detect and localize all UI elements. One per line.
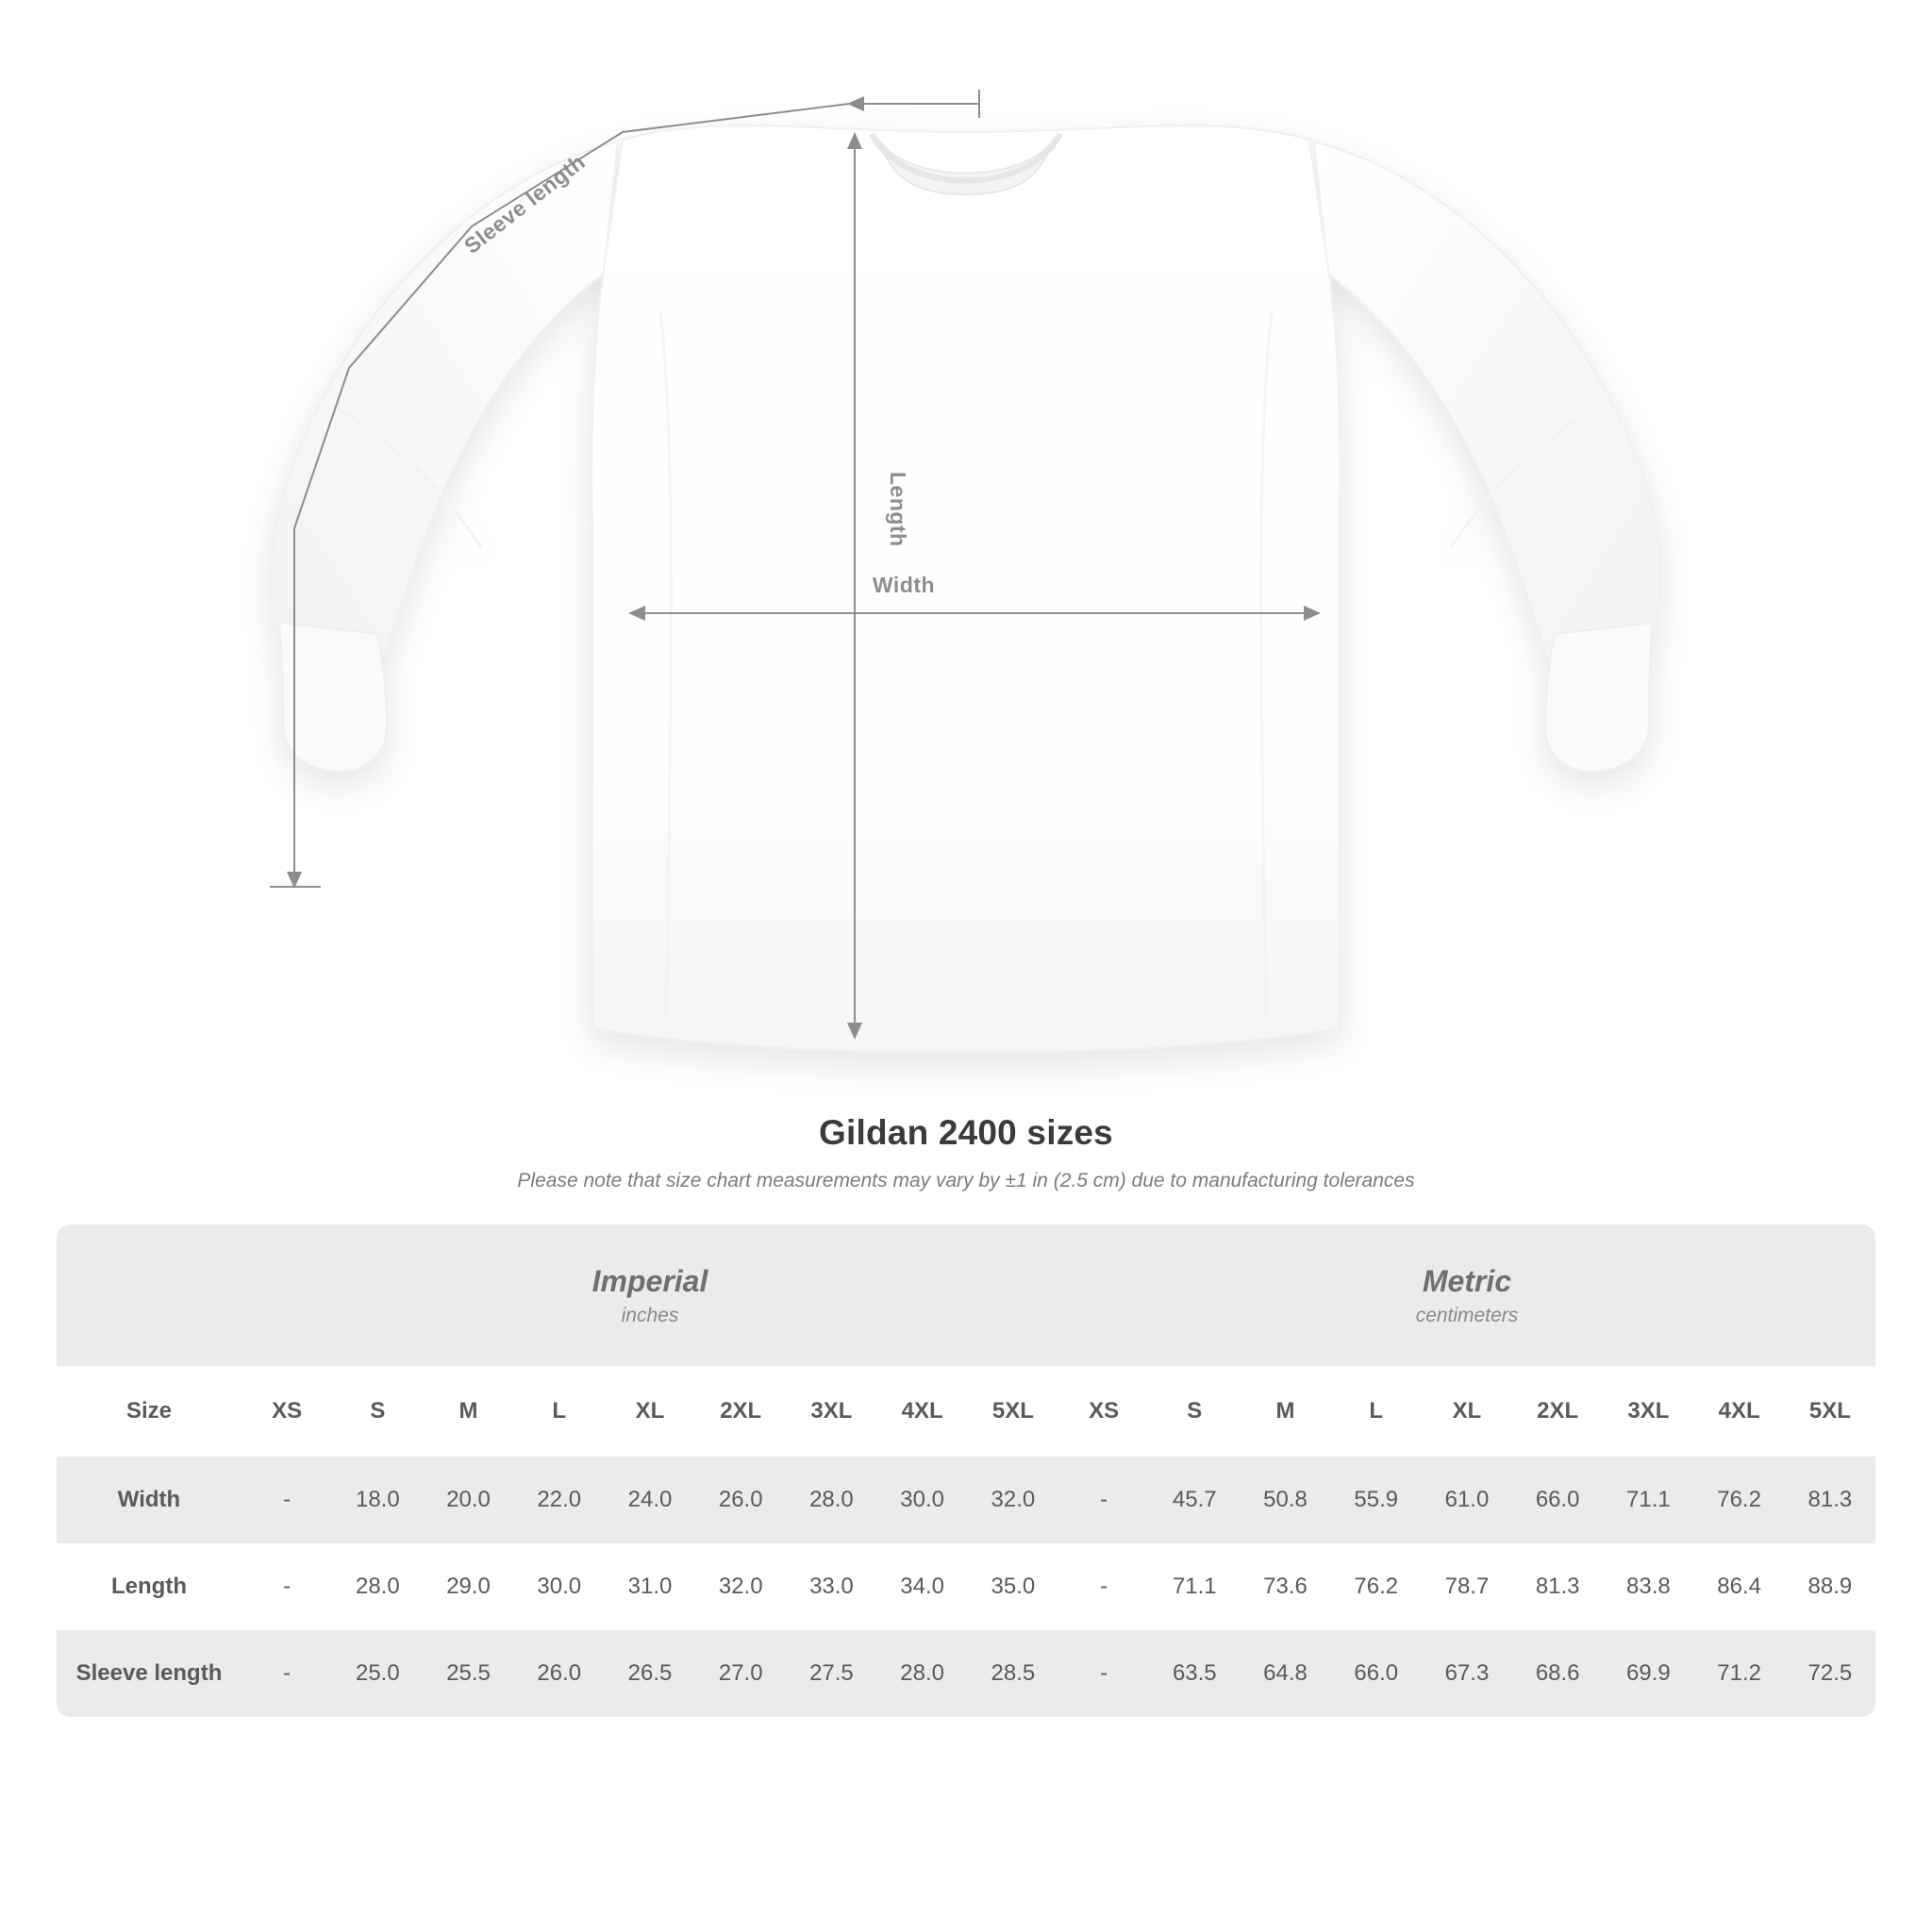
size-header-imperial-2xl: 2XL: [695, 1366, 786, 1457]
cell-width-metric-m: 50.8: [1240, 1457, 1330, 1543]
size-header-metric-xs: XS: [1058, 1366, 1149, 1457]
unit-header-row: [57, 1224, 1875, 1366]
unit-imperial: [242, 1224, 1058, 1366]
cell-sleeve-metric-5xl: 72.5: [1785, 1630, 1875, 1717]
cell-sleeve-imperial-s: 25.0: [332, 1630, 423, 1717]
cell-sleeve-imperial-3xl: 27.5: [786, 1630, 876, 1717]
size-header-imperial-m: M: [423, 1366, 513, 1457]
cell-width-metric-5xl: 81.3: [1785, 1457, 1875, 1543]
cell-sleeve-imperial-l: 26.0: [514, 1630, 605, 1717]
size-header-imperial-5xl: 5XL: [968, 1366, 1058, 1457]
row-label-sleeve-length: Sleeve length: [57, 1630, 242, 1717]
cell-width-imperial-m: 20.0: [423, 1457, 513, 1543]
size-header-imperial-xl: XL: [605, 1366, 695, 1457]
unit-metric: [1058, 1224, 1875, 1366]
cell-width-metric-2xl: 66.0: [1512, 1457, 1603, 1543]
size-header-label: Size: [57, 1366, 242, 1457]
cell-length-metric-2xl: 81.3: [1512, 1543, 1603, 1630]
size-header-metric-4xl: 4XL: [1694, 1366, 1785, 1457]
cell-sleeve-metric-l: 66.0: [1331, 1630, 1422, 1717]
sleeve-length-label: Sleeve length: [459, 149, 591, 258]
unit-row-spacer: [57, 1224, 242, 1366]
cell-length-metric-m: 73.6: [1240, 1543, 1330, 1630]
cell-width-imperial-xs: -: [242, 1457, 332, 1543]
cell-sleeve-metric-2xl: 68.6: [1512, 1630, 1603, 1717]
cell-length-metric-4xl: 86.4: [1694, 1543, 1785, 1630]
cell-length-metric-5xl: 88.9: [1785, 1543, 1875, 1630]
size-header-metric-m: M: [1240, 1366, 1330, 1457]
size-header-metric-3xl: 3XL: [1603, 1366, 1693, 1457]
cell-length-metric-s: 71.1: [1149, 1543, 1240, 1630]
cell-length-imperial-l: 30.0: [514, 1543, 605, 1630]
shirt-graphic: [272, 125, 1660, 1053]
unit-metric-name: Metric: [1422, 1263, 1512, 1298]
cell-sleeve-imperial-4xl: 28.0: [877, 1630, 968, 1717]
cell-width-metric-4xl: 76.2: [1694, 1457, 1785, 1543]
cell-length-metric-xl: 78.7: [1422, 1543, 1512, 1630]
cell-length-imperial-m: 29.0: [423, 1543, 513, 1630]
cell-width-imperial-2xl: 26.0: [695, 1457, 786, 1543]
size-table: [57, 1224, 1875, 1717]
size-header-imperial-s: S: [332, 1366, 423, 1457]
cell-width-imperial-l: 22.0: [514, 1457, 605, 1543]
size-table-container: [57, 1224, 1875, 1717]
cell-width-metric-s: 45.7: [1149, 1457, 1240, 1543]
cell-sleeve-imperial-xs: -: [242, 1630, 332, 1717]
unit-imperial-sub: inches: [621, 1305, 679, 1327]
cell-width-imperial-s: 18.0: [332, 1457, 423, 1543]
cell-sleeve-imperial-2xl: 27.0: [695, 1630, 786, 1717]
page-title: Gildan 2400 sizes: [819, 1113, 1113, 1152]
size-header-imperial-xs: XS: [242, 1366, 332, 1457]
cell-length-imperial-xl: 31.0: [605, 1543, 695, 1630]
size-header-imperial-3xl: 3XL: [786, 1366, 876, 1457]
cell-length-imperial-2xl: 32.0: [695, 1543, 786, 1630]
unit-imperial-name: Imperial: [591, 1263, 708, 1298]
title-block: [0, 1113, 1932, 1192]
cell-sleeve-imperial-5xl: 28.5: [968, 1630, 1058, 1717]
row-label-width: Width: [57, 1457, 242, 1543]
cell-length-imperial-3xl: 33.0: [786, 1543, 876, 1630]
size-header-metric-5xl: 5XL: [1785, 1366, 1875, 1457]
cell-length-metric-3xl: 83.8: [1603, 1543, 1693, 1630]
cell-length-imperial-5xl: 35.0: [968, 1543, 1058, 1630]
cell-sleeve-imperial-m: 25.5: [423, 1630, 513, 1717]
unit-metric-sub: centimeters: [1415, 1305, 1519, 1327]
cell-length-imperial-s: 28.0: [332, 1543, 423, 1630]
cell-width-imperial-4xl: 30.0: [877, 1457, 968, 1543]
size-header-imperial-4xl: 4XL: [877, 1366, 968, 1457]
table-row: [57, 1457, 1875, 1543]
size-header-metric-s: S: [1149, 1366, 1240, 1457]
cell-sleeve-metric-3xl: 69.9: [1603, 1630, 1693, 1717]
cell-width-imperial-xl: 24.0: [605, 1457, 695, 1543]
cell-width-imperial-5xl: 32.0: [968, 1457, 1058, 1543]
cell-width-metric-l: 55.9: [1331, 1457, 1422, 1543]
cell-width-metric-xs: -: [1058, 1457, 1149, 1543]
size-header-metric-2xl: 2XL: [1512, 1366, 1603, 1457]
cell-length-imperial-xs: -: [242, 1543, 332, 1630]
cell-sleeve-metric-4xl: 71.2: [1694, 1630, 1785, 1717]
cell-sleeve-metric-s: 63.5: [1149, 1630, 1240, 1717]
cell-length-metric-l: 76.2: [1331, 1543, 1422, 1630]
width-label: Width: [872, 573, 936, 597]
table-row: [57, 1630, 1875, 1717]
cell-sleeve-metric-xs: -: [1058, 1630, 1149, 1717]
cell-sleeve-imperial-xl: 26.5: [605, 1630, 695, 1717]
row-label-length: Length: [57, 1543, 242, 1630]
cell-width-imperial-3xl: 28.0: [786, 1457, 876, 1543]
table-row: [57, 1543, 1875, 1630]
length-label: Length: [886, 472, 910, 547]
cell-sleeve-metric-m: 64.8: [1240, 1630, 1330, 1717]
size-header-imperial-l: L: [514, 1366, 605, 1457]
size-header-metric-l: L: [1331, 1366, 1422, 1457]
size-header-row: [57, 1366, 1875, 1457]
cell-length-metric-xs: -: [1058, 1543, 1149, 1630]
cell-sleeve-metric-xl: 67.3: [1422, 1630, 1512, 1717]
cell-width-metric-xl: 61.0: [1422, 1457, 1512, 1543]
size-header-metric-xl: XL: [1422, 1366, 1512, 1457]
cell-length-imperial-4xl: 34.0: [877, 1543, 968, 1630]
cell-width-metric-3xl: 71.1: [1603, 1457, 1693, 1543]
tolerance-note: Please note that size chart measurements may vary by ±1 in (2.5 cm) due to manufacturing tolerances: [517, 1170, 1415, 1191]
